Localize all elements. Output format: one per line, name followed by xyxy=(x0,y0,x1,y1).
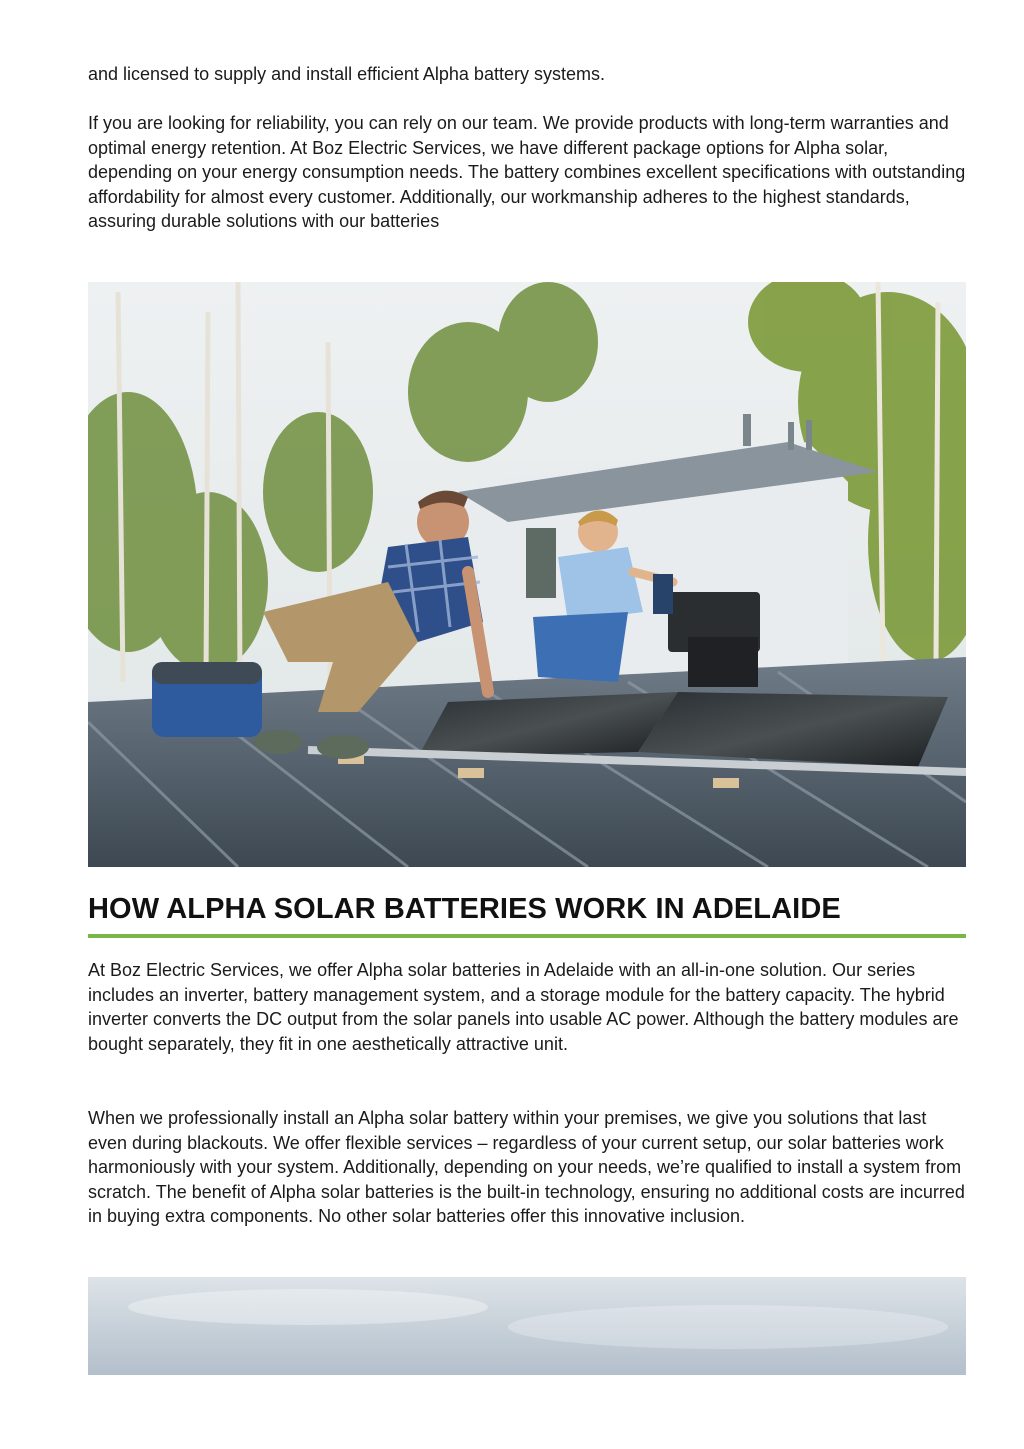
intro-paragraph-reliability: If you are looking for reliability, you can rely on our team. We provide products with long-term warranties and optimal energy retention. At Boz Electric Services, we have different package options for Alpha solar, depending on your energy consumption needs. The battery combines excellent specifications with outstanding affordability for almost every customer. Additionally, our workmanship adheres to the highest standards, assuring durable solutions with our batteries xyxy=(88,113,966,231)
sky-illustration xyxy=(88,1277,966,1375)
section-paragraph-2: When we professionally install an Alpha solar battery within your premises, we give you solutions that last even during blackouts. We offer flexible services – regardless of your current setup, our solar batteries work harmoniously with your system. Additionally, depending on your needs, we’re qualified to install a system from scratch. The benefit of Alpha solar batteries is the built-in technology, ensuring no additional costs are incurred in buying extra components. No other solar batteries offer this innovative inclusion. xyxy=(88,1108,965,1226)
section-heading: HOW ALPHA SOLAR BATTERIES WORK IN ADELAIDE xyxy=(88,893,841,925)
section-paragraph-1: At Boz Electric Services, we offer Alpha solar batteries in Adelaide with an all-in-one solution. Our series includes an inverter, battery management system, and a storage module for the battery capacity. The hybrid inverter converts the DC output from the solar panels into usable AC power. Although the battery modules are bought separately, they fit in one aesthetically attractive unit. xyxy=(88,960,959,1054)
sky-photo xyxy=(88,1277,966,1375)
intro-paragraph-continued: and licensed to supply and install efficient Alpha battery systems. xyxy=(88,64,605,84)
rooftop-solar-installation-photo xyxy=(88,282,966,867)
installation-illustration xyxy=(88,282,966,867)
heading-underline xyxy=(88,934,966,938)
